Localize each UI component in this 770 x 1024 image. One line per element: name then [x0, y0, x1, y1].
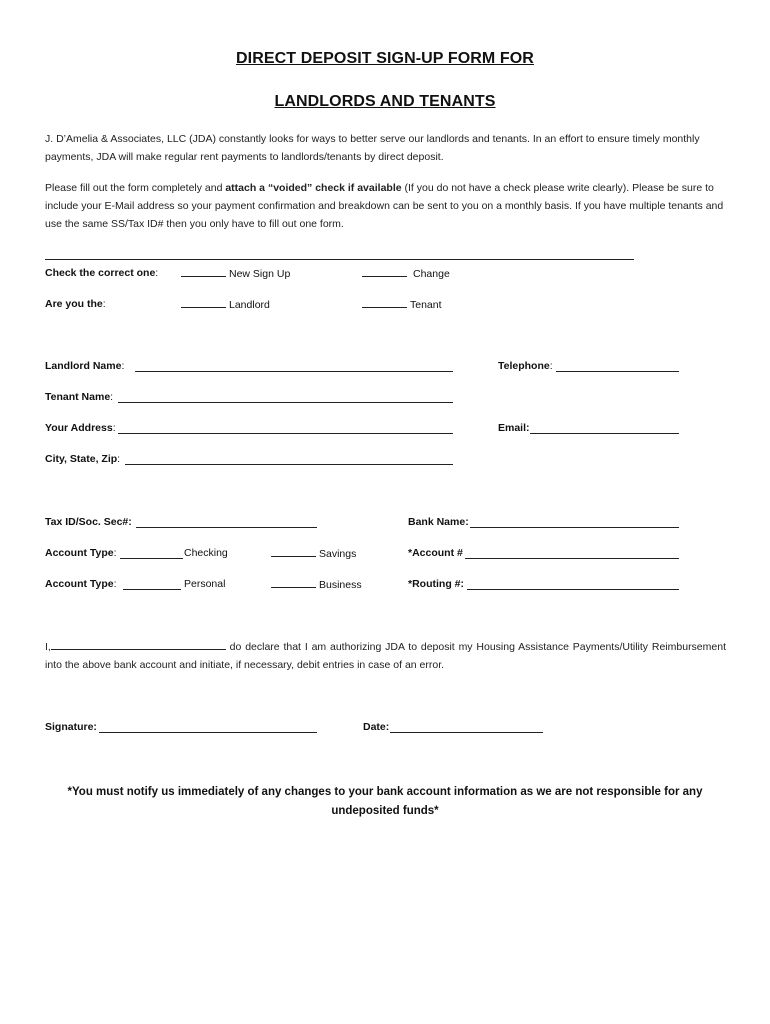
your-address-label: Your Address: [45, 422, 116, 434]
business-option[interactable] [271, 577, 362, 592]
section-divider [45, 259, 634, 260]
tenant-blank[interactable] [362, 297, 407, 308]
instructions-text-2: (If you do not have a check please write clearly). Please be sure to include your E-Mail address so your payment confirmation and breakdown can be sent to you on a monthly basis. If you have multiple tenants and use the same SS/Tax ID# then you only have to fill out one form. [45, 182, 724, 230]
tenant-label: Tenant [410, 299, 442, 311]
signature-field[interactable] [99, 732, 317, 733]
new-sign-up-label: New Sign Up [229, 268, 291, 280]
tax-id-field[interactable] [136, 527, 317, 528]
instructions-paragraph [45, 179, 727, 233]
landlord-option[interactable] [181, 297, 270, 312]
are-you-label: Are you the: [45, 298, 106, 310]
personal-blank[interactable] [123, 589, 181, 590]
intro-paragraph: J. D’Amelia & Associates, LLC (JDA) constantly looks for ways to better serve our landlords and tenants. In an effort to ensure timely monthly payments, JDA will make regular rent payments to landlords/tenants by direct deposit. [45, 133, 700, 163]
landlord-name-field[interactable] [135, 371, 453, 372]
declarant-name-field[interactable] [51, 639, 226, 650]
change-option[interactable] [362, 266, 450, 281]
account-type-label-1: Account Type: [45, 547, 117, 559]
notice-line2: undeposited funds* [331, 805, 439, 817]
city-state-zip-label: City, State, Zip: [45, 453, 121, 465]
landlord-blank[interactable] [181, 297, 226, 308]
change-label: Change [413, 268, 450, 280]
form-title-line2: LANDLORDS AND TENANTS [274, 93, 496, 110]
bank-name-label: Bank Name: [408, 516, 469, 528]
business-label: Business [319, 579, 362, 591]
routing-number-label: *Routing #: [408, 578, 464, 590]
check-correct-label: Check the correct one: [45, 267, 159, 279]
savings-option[interactable] [271, 546, 356, 561]
email-field[interactable] [530, 433, 679, 434]
instructions-bold-text: attach a “voided” check if available [225, 182, 402, 194]
instructions-text-1: Please fill out the form completely and [45, 182, 226, 194]
declaration-paragraph: I, do declare that I am authorizing JDA to deposit my Housing Assistance Payments/Utility Reimbursement into the above bank account and initiate, if necessary, debit entries in case of an error. [45, 641, 726, 671]
account-type-label-2: Account Type: [45, 578, 117, 590]
new-sign-up-blank[interactable] [181, 266, 226, 277]
savings-label: Savings [319, 548, 357, 560]
landlord-name-label: Landlord Name: [45, 360, 125, 372]
date-field[interactable] [390, 732, 543, 733]
telephone-field[interactable] [556, 371, 679, 372]
change-blank[interactable] [362, 266, 407, 277]
account-number-field[interactable] [465, 558, 679, 559]
personal-label: Personal [184, 578, 226, 590]
account-number-label: *Account # [408, 547, 463, 559]
city-state-zip-field[interactable] [125, 464, 453, 465]
tenant-name-field[interactable] [118, 402, 453, 403]
your-address-field[interactable] [118, 433, 453, 434]
signature-label: Signature: [45, 721, 97, 733]
email-label: Email: [498, 422, 530, 434]
new-sign-up-option[interactable] [181, 266, 290, 281]
date-label: Date: [363, 721, 390, 733]
tax-id-label: Tax ID/Soc. Sec#: [45, 516, 132, 528]
routing-number-field[interactable] [467, 589, 679, 590]
checking-blank[interactable] [120, 558, 183, 559]
savings-blank[interactable] [271, 546, 316, 557]
tenant-option[interactable] [362, 297, 442, 312]
tenant-name-label: Tenant Name: [45, 391, 114, 403]
bank-name-field[interactable] [470, 527, 679, 528]
checking-label: Checking [184, 547, 228, 559]
notice-line1: *You must notify us immediately of any changes to your bank account information as we are not responsible for any [67, 786, 703, 798]
form-title-line1: DIRECT DEPOSIT SIGN-UP FORM FOR [236, 50, 534, 67]
telephone-label: Telephone: [498, 360, 553, 372]
business-blank[interactable] [271, 577, 316, 588]
landlord-label: Landlord [229, 299, 270, 311]
